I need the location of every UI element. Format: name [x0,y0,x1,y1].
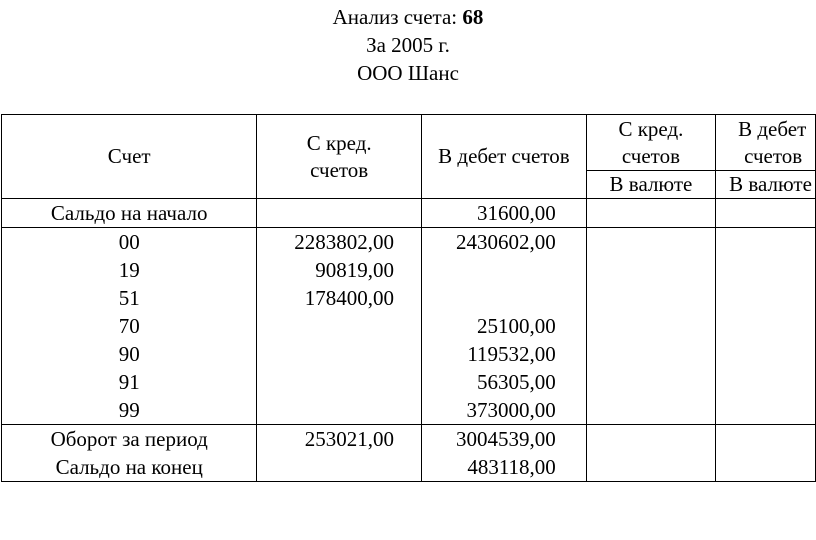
turnover-debit: 3004539,00 [456,427,556,451]
list-item: 00 [118,230,140,254]
closing-balance-label: Сальдо на конец [55,455,203,479]
totals-debit [422,425,587,482]
list-item [257,312,394,340]
closing-balance-debit: 483118,00 [467,455,556,479]
list-item [257,340,394,368]
debit-column [422,228,587,425]
list-item [422,284,556,312]
totals-credit [257,425,422,482]
header-debit-currency: В дебет счетов [716,115,816,171]
list-item: 178400,00 [304,286,394,310]
totals-labels [2,425,257,482]
totals-block [2,425,816,482]
header-in-currency-1: В валюте [586,171,715,199]
report-title [0,4,816,30]
turnover-credit: 253021,00 [304,427,394,451]
list-item: 2283802,00 [294,230,394,254]
closing-balance-credit [257,453,394,481]
account-analysis-table [1,114,816,482]
credit-column [257,228,422,425]
header-in-currency-2: В валюте [716,171,816,199]
list-item: 25100,00 [477,314,556,338]
list-item: 373000,00 [466,398,556,422]
accounts-block [2,228,816,425]
accounts-column [2,228,257,425]
report-title-prefix: Анализ счета: [332,5,458,29]
turnover-label: Оборот за период [50,427,208,451]
list-item [257,368,394,396]
opening-balance-row [2,199,816,228]
list-item: 90 [118,342,140,366]
list-item: 90819,00 [315,258,394,282]
account-number: 68 [462,5,484,29]
list-item: 51 [118,286,140,310]
report-period: За 2005 г. [366,33,450,57]
list-item: 119532,00 [467,342,556,366]
header-debit-to-accounts: В дебет счетов [422,115,587,199]
list-item: 56305,00 [477,370,556,394]
company-name: ООО Шанс [357,61,459,85]
list-item: 99 [118,398,140,422]
header-account: Счет [2,115,257,199]
header-credit-currency: С кред. счетов [586,115,715,171]
list-item [257,396,394,424]
opening-balance-credit [257,199,422,228]
list-item: 91 [118,370,140,394]
opening-balance-debit: 31600,00 [422,199,587,228]
list-item [422,256,556,284]
list-item: 19 [118,258,140,282]
list-item: 70 [118,314,140,338]
header-credit-of-accounts: С кред. счетов [257,115,422,199]
opening-balance-label: Сальдо на начало [2,199,257,228]
list-item: 2430602,00 [456,230,556,254]
